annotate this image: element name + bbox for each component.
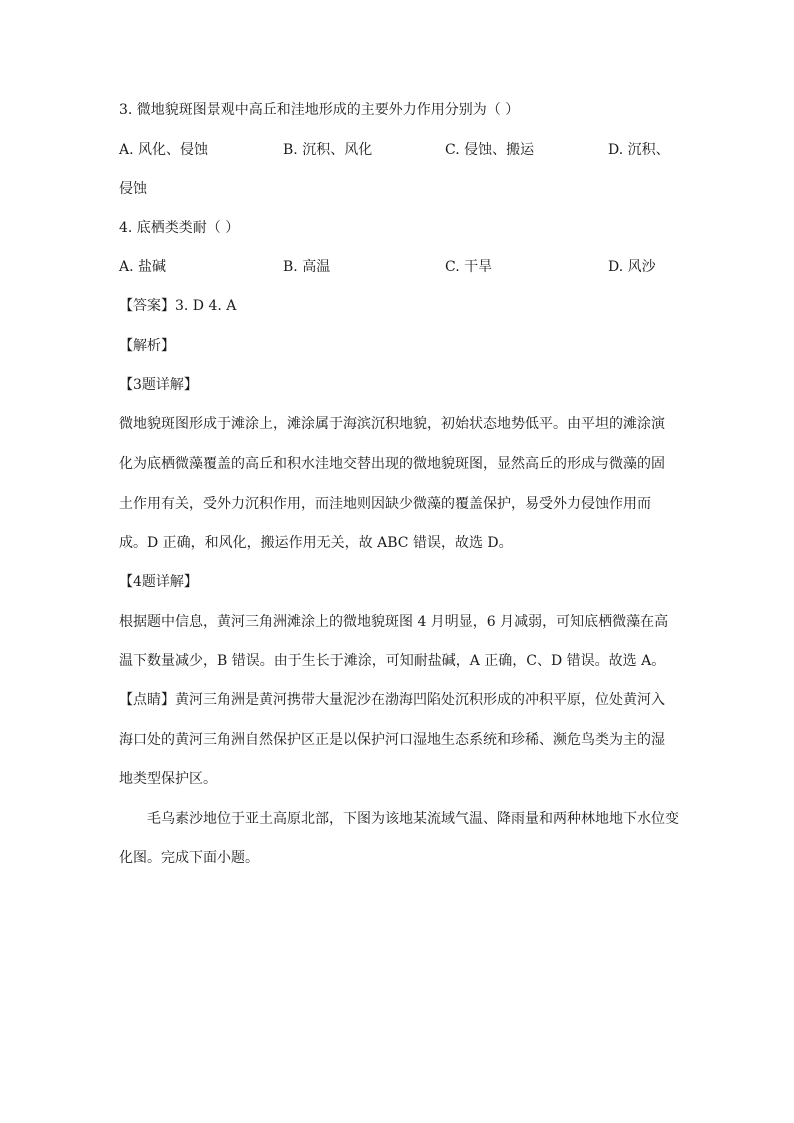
q3-detail-line: 化为底栖微藻覆盖的高丘和积水洼地交替出现的微地貌斑图，显然高丘的形成与微藻的固 [119,456,665,472]
q4-option-c: C. 干旱 [445,259,493,275]
q4-detail-line: 根据题中信息，黄河三角洲滩涂上的微地貌斑图 4 月明显，6 月减弱，可知底栖微藻在高 [119,614,669,630]
intro-line: 毛乌素沙地位于亚土高原北部，下图为该地某流域气温、降雨量和两种林地地下水位变 [147,811,679,827]
q3-option-d-continued: 侵蚀 [119,181,147,197]
question-4-stem: 4. 底栖类类耐（ ） [119,220,240,236]
q4-detail-heading: 【4题详解】 [119,574,198,590]
question-3-stem: 3. 微地貌斑图景观中高丘和洼地形成的主要外力作用分别为（ ） [119,102,520,118]
analysis-label: 【解析】 [119,338,175,354]
q3-detail-heading: 【3题详解】 [119,377,198,393]
tip-line: 【点睛】黄河三角洲是黄河携带大量泥沙在渤海凹陷处沉积形成的冲积平原，位处黄河入 [119,692,665,708]
answer-line: 【答案】3. D 4. A [119,298,237,314]
tip-line: 海口处的黄河三角洲自然保护区正是以保护河口湿地生态系统和珍稀、濒危鸟类为主的湿 [119,732,665,748]
tip-line: 地类型保护区。 [119,771,217,787]
intro-line: 化图。完成下面小题。 [119,850,259,866]
q4-detail-line: 温下数量减少，B 错误。由于生长于滩涂，可知耐盐碱，A 正确，C、D 错误。故选 A。 [119,653,666,669]
q4-option-d: D. 风沙 [608,259,656,275]
q3-detail-line: 成。D 正确，和风化，搬运作用无关，故 ABC 错误，故选 D。 [119,535,513,551]
q3-option-d: D. 沉积、 [608,142,670,158]
q4-option-a: A. 盐碱 [119,259,167,275]
q3-detail-line: 微地貌斑图形成于滩涂上，滩涂属于海滨沉积地貌，初始状态地势低平。由平坦的滩涂演 [119,416,665,432]
q3-option-c: C. 侵蚀、搬运 [445,142,535,158]
q3-detail-line: 土作用有关，受外力沉积作用，而洼地则因缺少微藻的覆盖保护，易受外力侵蚀作用而 [119,496,651,512]
q4-option-b: B. 高温 [283,259,331,275]
q3-option-a: A. 风化、侵蚀 [119,142,209,158]
q3-option-b: B. 沉积、风化 [283,142,373,158]
